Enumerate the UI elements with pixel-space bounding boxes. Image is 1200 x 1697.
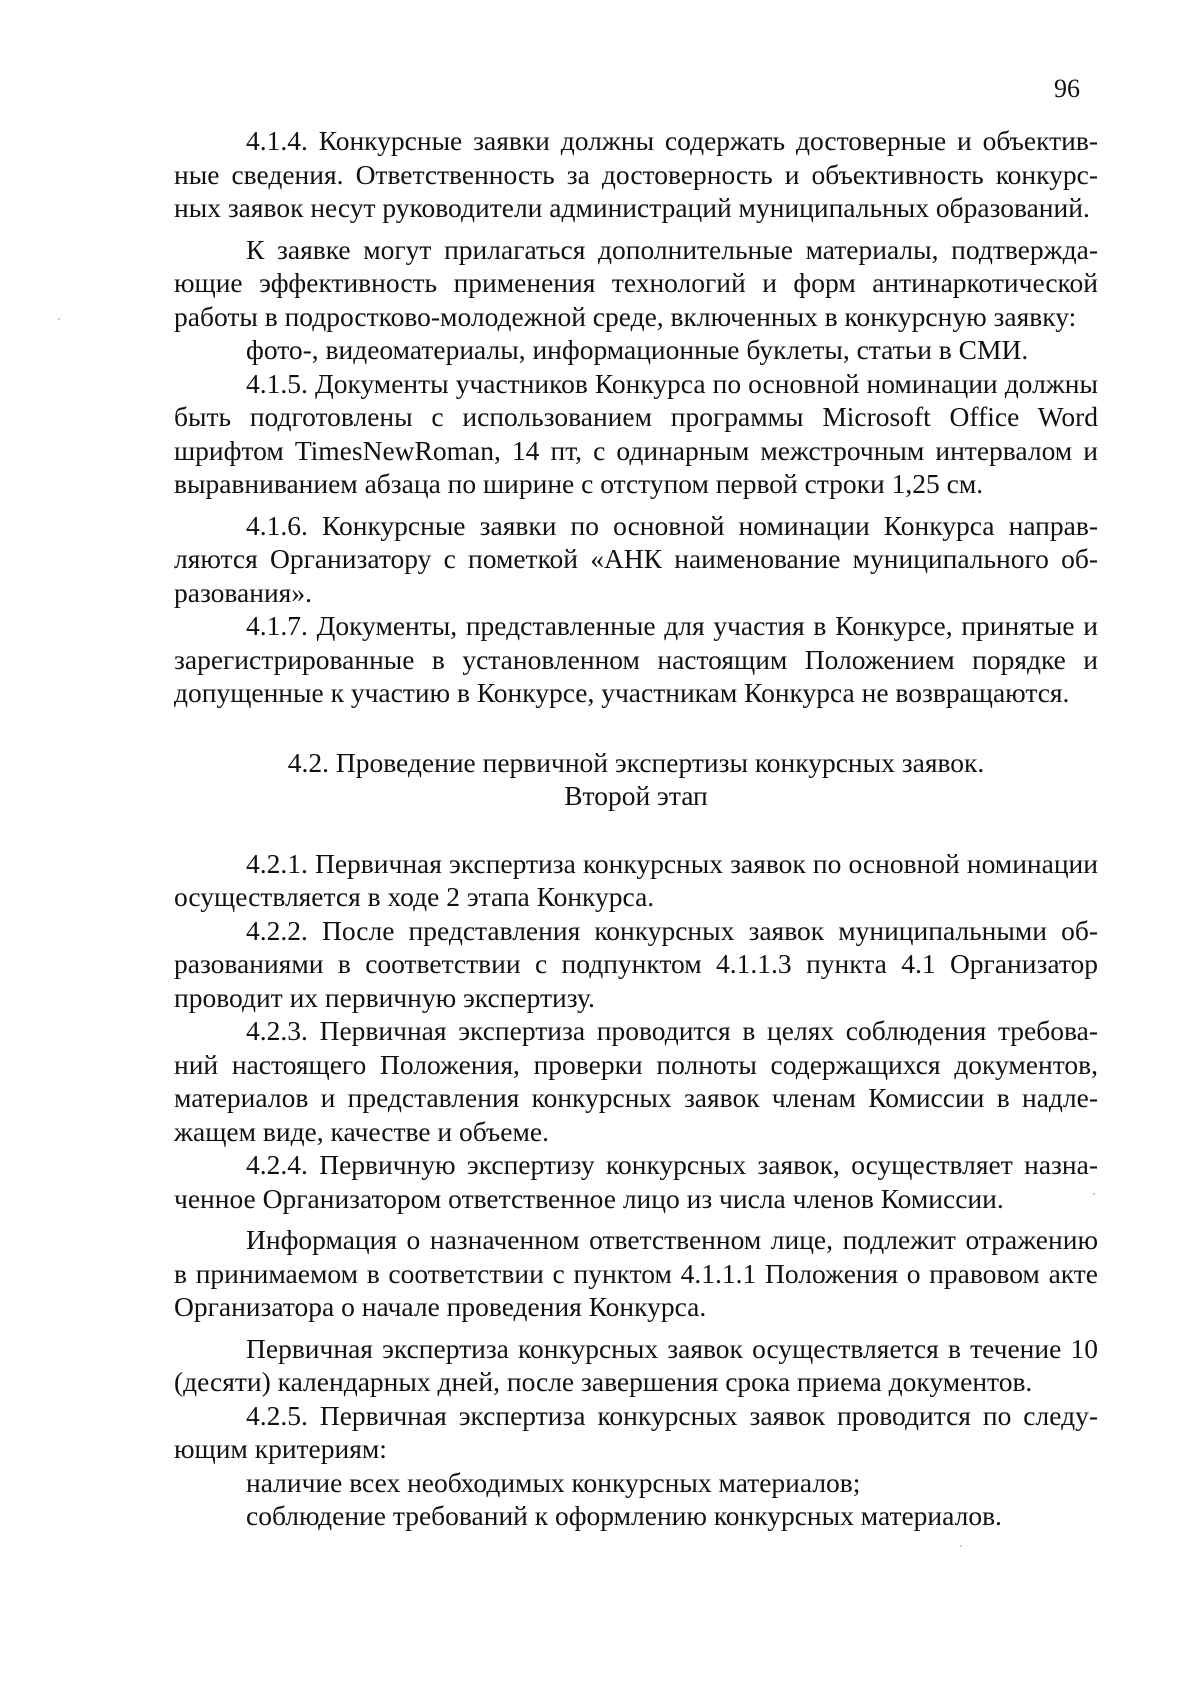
paragraph-4-2-1: 4.2.1. Первичная экспертиза конкурсных заявок по основной номинации осуществляется в ходе 2 этапа Конкурса. [174,847,1098,912]
paragraph-4-2-2: 4.2.2. После представления конкурсных заявок муниципальными образованиями в соответствии с подпунктом 4.1.1.3 пункта 4.1 Организатор проводит их первичную экспертизу. [174,914,1098,1013]
section-heading-subtitle: Второй этап [564,780,708,811]
paragraph-attachment-types: фото-, видеоматериалы, информационные буклеты, статьи в СМИ. [246,334,1029,365]
paragraph-4-1-6: 4.1.6. Конкурсные заявки по основной номинации Конкурса направляются Организатору с пометкой «АНК наименование муниципального образования». [174,509,1098,608]
paragraph-4-1-4: 4.1.4. Конкурсные заявки должны содержать достоверные и объективные сведения. Ответственность за достоверность и объективность конкурсных заявок несут руководители администраций муниципальных образований. [174,125,1098,223]
page-number: 96 [1054,74,1080,103]
paragraph-attachments: К заявке могут прилагаться дополнительные материалы, подтверждающие эффективность применения технологий и форм антинаркотической работы в подростково-молодежной среде, включенных в конкурсную заявку: [174,233,1098,332]
paragraph-4-2-3: 4.2.3. Первичная экспертиза проводится в целях соблюдения требований настоящего Положения, проверки полноты содержащихся документов, материалов и представления конкурсных заявок членам Комиссии в надлежащем виде, качестве и объеме. [174,1015,1098,1147]
paragraph-review-period: Первичная экспертиза конкурсных заявок осуществляется в течение 10 (десяти) календарных дней, после завершения срока приема документов. [174,1332,1098,1397]
criteria-item-formatting: соблюдение требований к оформлению конкурсных материалов. [246,1500,1002,1531]
scan-speck [58,318,60,320]
scan-speck [960,1545,962,1547]
document-body [174,124,1098,1533]
paragraph-4-2-5: 4.2.5. Первичная экспертиза конкурсных заявок проводится по следующим критериям: [174,1399,1098,1464]
paragraph-4-2-4: 4.2.4. Первичную экспертизу конкурсных заявок, осуществляет назначенное Организатором ответственное лицо из числа членов Комиссии. [174,1149,1098,1214]
criteria-item-materials: наличие всех необходимых конкурсных материалов; [246,1466,861,1498]
paragraph-4-1-5: 4.1.5. Документы участников Конкурса по основной номинации должны быть подготовлены с использованием программы Microsoft Office Word шрифтом TimesNewRoman, 14 пт, с одинарным межстрочным интервалом и выравниванием абзаца по ширине с отступом первой строки 1,25 см. [174,367,1098,499]
paragraph-4-1-7: 4.1.7. Документы, представленные для участия в Конкурсе, принятые и зарегистрированные в установленном настоящим Положением порядке и допущенные к участию в Конкурсе, участникам Конкурса не возвращаются. [174,610,1098,708]
section-heading-title: 4.2. Проведение первичной экспертизы конкурсных заявок. [287,746,985,778]
paragraph-responsible-person: Информация о назначенном ответственном лице, подлежит отражению в принимаемом в соответствии с пунктом 4.1.1.1 Положения о правовом акте Организатора о начале проведения Конкурса. [174,1224,1098,1322]
scan-speck [1093,1193,1095,1195]
section-heading [174,746,1098,813]
